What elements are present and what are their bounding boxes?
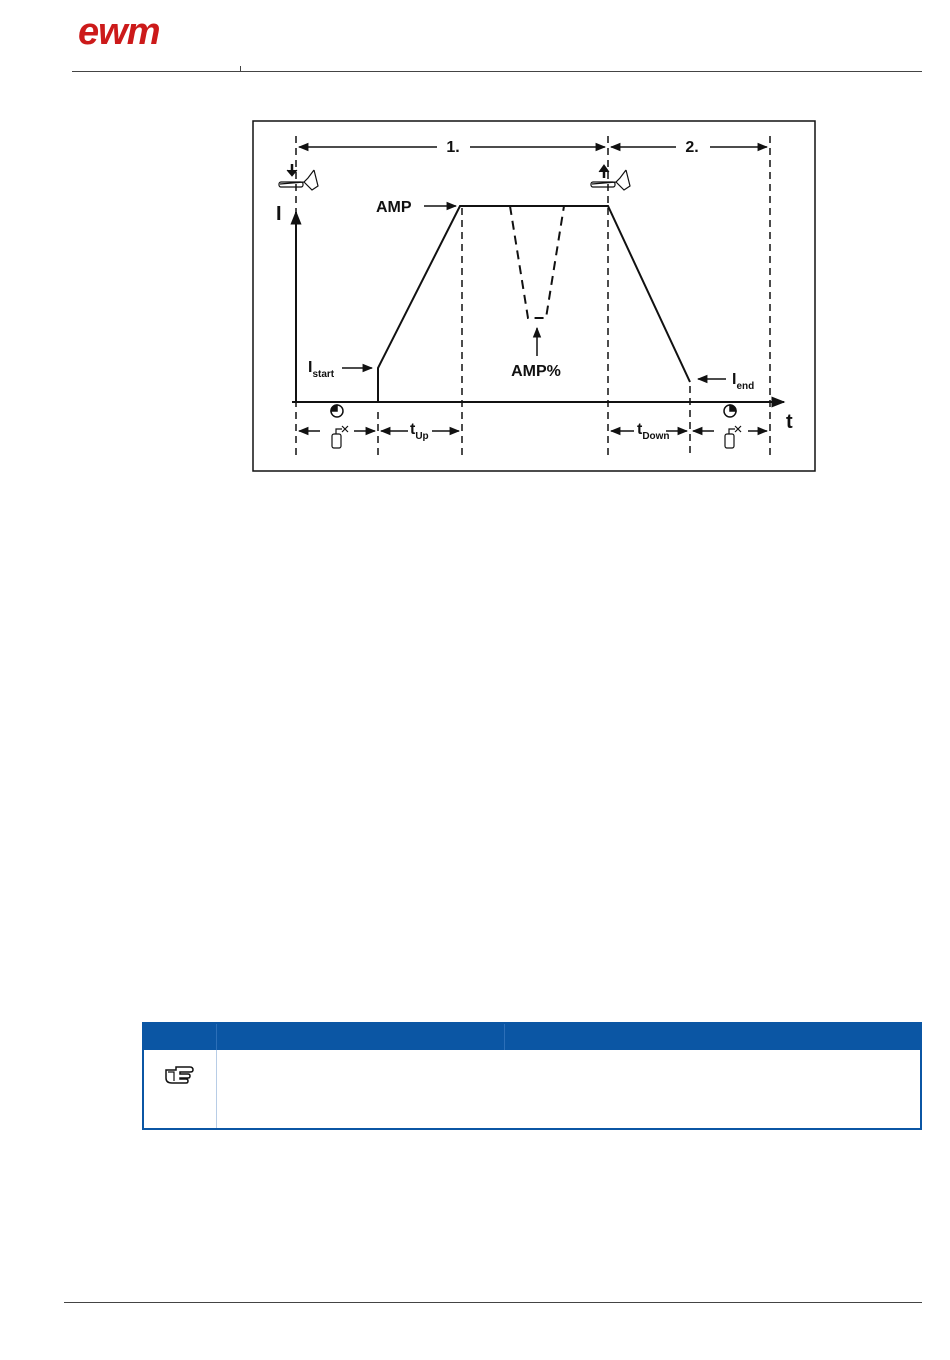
tdown-label: $t_{Down}$ xyxy=(637,421,670,442)
diagram-frame xyxy=(253,121,815,471)
ewm-logo xyxy=(78,14,218,50)
amp-label: AMP xyxy=(376,199,412,216)
pointing-hand-icon xyxy=(164,1062,194,1084)
header-divider-tick xyxy=(240,66,241,72)
iend-label: $I_{end}$ xyxy=(732,371,755,392)
amp-percent-label: AMP% xyxy=(511,363,561,380)
footer-divider xyxy=(64,1302,922,1303)
note-header-divider xyxy=(504,1024,505,1050)
welding-sequence-diagram xyxy=(252,120,816,472)
note-box xyxy=(142,1022,922,1130)
note-header-bar xyxy=(144,1024,920,1050)
x-axis-label: t xyxy=(786,411,793,433)
diagram-canvas xyxy=(252,120,816,472)
logo-text: ewm xyxy=(78,14,160,50)
note-header-divider xyxy=(216,1024,217,1050)
tup-label: $t_{Up}$ xyxy=(410,421,429,442)
phase-2-label: 2. xyxy=(685,139,699,156)
phase-1-label: 1. xyxy=(446,139,460,156)
istart-label: $I_{start}$ xyxy=(308,359,335,380)
header-divider xyxy=(72,71,922,72)
note-column-divider xyxy=(216,1050,217,1128)
y-axis-label: I xyxy=(276,203,282,225)
